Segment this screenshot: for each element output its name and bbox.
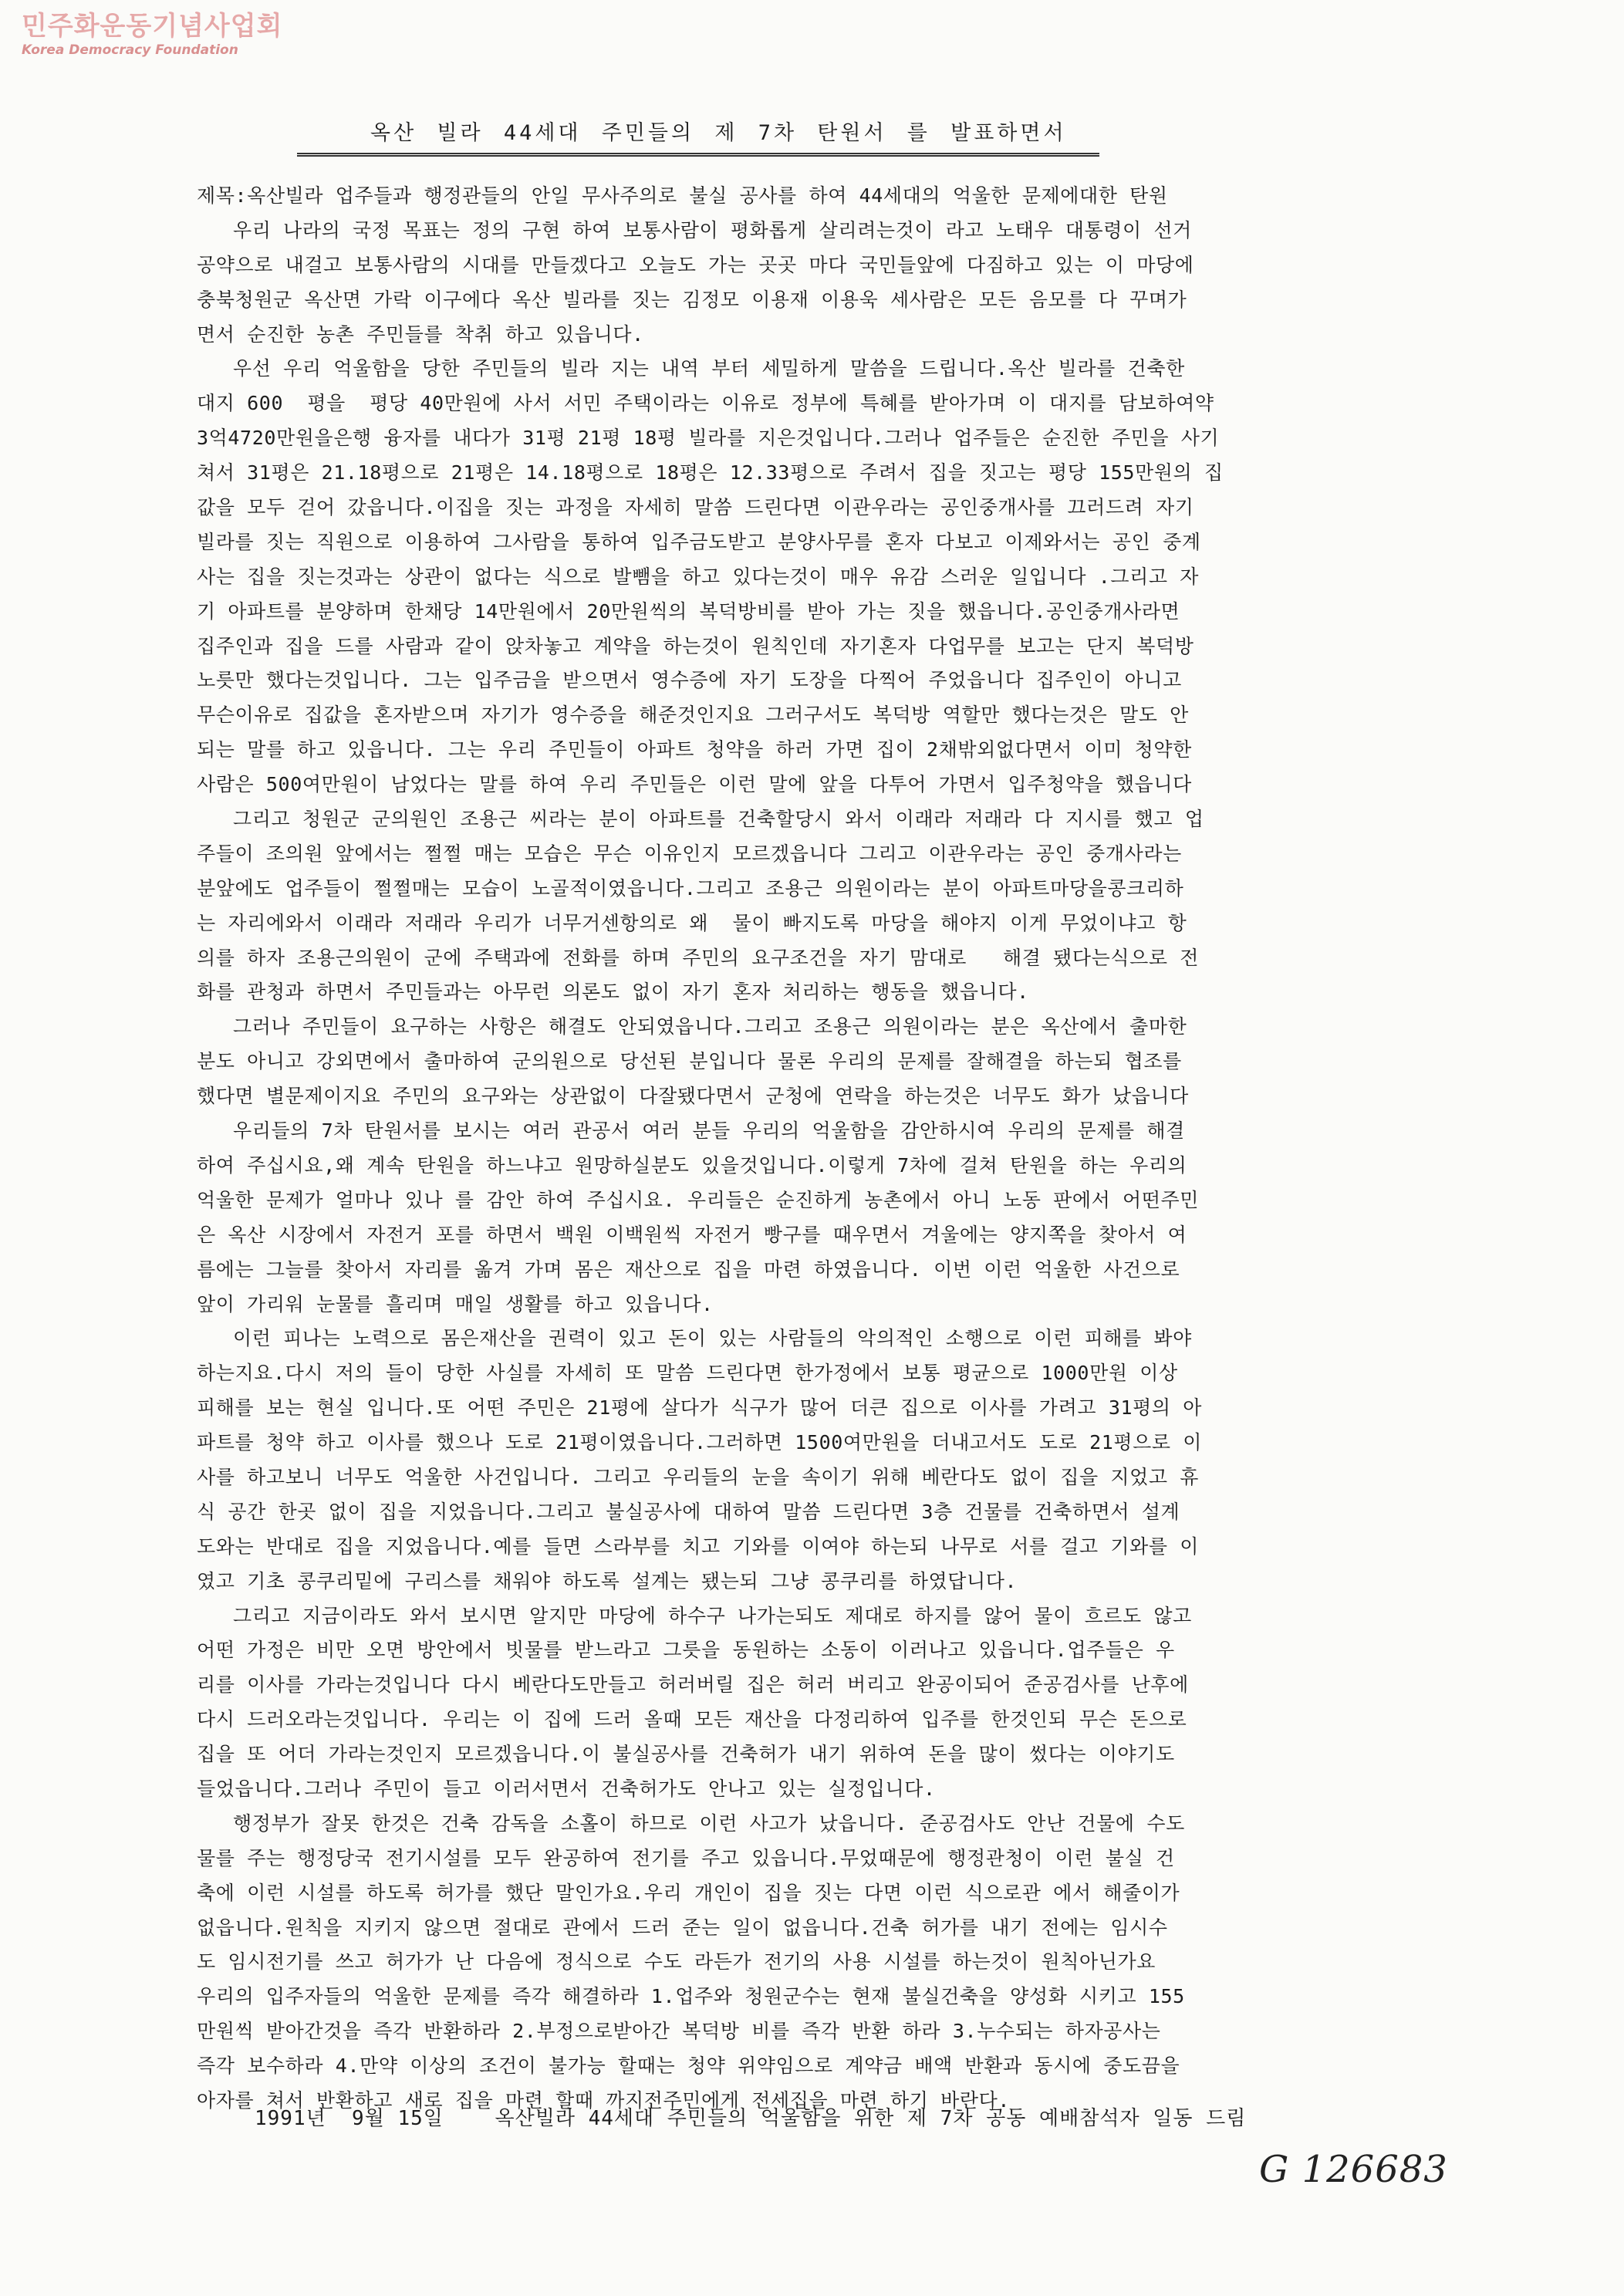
body-line: 3억4720만원을은행 융자를 내다가 31평 21평 18평 빌라를 지은것입니다.그러나 업주들은 순진한 주민을 사기 [197, 427, 1220, 450]
body-line: 물를 주는 행정당국 전기시설를 모두 완공하여 전기를 주고 있읍니다.무었때문에 행정관청이 이런 불실 건 [197, 1846, 1175, 1869]
logo-name-english: Korea Democracy Foundation [22, 42, 238, 58]
body-line: 제목:옥산빌라 업주들과 행정관들의 안일 무사주의로 불실 공사를 하여 44세대의 억울한 문제에대한 탄원 [197, 184, 1168, 207]
body-line: 만원씩 받아간것을 즉각 반환하라 2.부정으로받아간 복덕방 비를 즉각 반환 하라 3.누수되는 하자공사는 [197, 2020, 1161, 2043]
body-line: 파트를 청약 하고 이사를 했으나 도로 21평이였읍니다.그러하면 1500여만원을 더내고서도 도로 21평으로 이 [197, 1431, 1203, 1454]
body-line: 그리고 청원군 군의원인 조용근 씨라는 분이 아파트를 건축할당시 와서 이래라 저래라 다 지시를 했고 업 [197, 808, 1204, 831]
logo-name-korean: 민주화운동기념사업회 [22, 11, 283, 42]
body-line: 했다면 별문제이지요 주민의 요구와는 상관없이 다잘됐다면서 군청에 연락을 하는것은 너무도 화가 났읍니다 [197, 1085, 1189, 1108]
body-line: 기 아파트를 분양하며 한채당 14만원에서 20만원씩의 복덕방비를 받아 가는 짓을 했읍니다.공인중개사라면 [197, 599, 1180, 623]
body-line: 분도 아니고 강외면에서 출마하여 군의원으로 당선된 분입니다 물론 우리의 문제를 잘해결을 하는되 협조를 [197, 1050, 1182, 1073]
body-line: 는 자리에와서 이래라 저래라 우리가 너무거센항의로 왜 물이 빠지도록 마당을 해야지 이게 무었이냐고 항 [197, 911, 1187, 934]
body-line: 어떤 가정은 비만 오면 방안에서 빗물를 받느라고 그릇을 동원하는 소동이 이러나고 있읍니다.업주들은 우 [197, 1639, 1175, 1662]
body-line: 였고 기초 콩쿠리밑에 구리스를 채워야 하도록 설계는 됐는되 그냥 콩쿠리를 하였답니다. [197, 1569, 1018, 1592]
body-line: 름에는 그늘를 찾아서 자리를 옮겨 가며 몸은 재산으로 집을 마련 하였읍니다. 이번 이런 억울한 사건으로 [197, 1258, 1180, 1281]
body-line: 사람은 500여만원이 남었다는 말를 하여 우리 주민들은 이런 말에 앞을 다투어 가면서 입주청약을 했읍니다 [197, 773, 1192, 796]
body-line: 화를 관청과 하면서 주민들과는 아무런 의론도 없이 자기 혼자 처리하는 행동을 했읍니다. [197, 981, 1029, 1004]
document-footer: 1991년 9월 15일 옥산빌라 44세대 주민들의 억울함을 위한 제 7차 공동 예배참석자 일동 드림 [255, 2107, 1247, 2130]
body-line: 그러나 주민들이 요구하는 사항은 해결도 안되였읍니다.그리고 조용근 의원이라는 분은 옥산에서 출마한 [197, 1015, 1187, 1038]
body-line: 리를 이사를 가라는것입니다 다시 베란다도만들고 허러버릴 집은 허러 버리고 완공이되어 준공검사를 난후에 [197, 1673, 1189, 1697]
body-line: 도 임시전기를 쓰고 허가가 난 다음에 정식으로 수도 라든가 전기의 사용 시설를 하는것이 원칙아닌가요 [197, 1950, 1156, 1974]
body-line: 쳐서 31평은 21.18평으로 21평은 14.18평으로 18평은 12.33평으로 주려서 집을 짓고는 평당 155만원의 집 [197, 461, 1224, 485]
body-line: 값을 모두 걷어 갔읍니다.이집을 짓는 과정을 자세히 말씀 드린다면 이관우라는 공인중개사를 끄러드려 자기 [197, 496, 1194, 519]
body-line: 우리의 입주자들의 억울한 문제를 즉각 해결하라 1.업주와 청원군수는 현재 불실건축을 양성화 시키고 155 [197, 1985, 1185, 2008]
body-line: 분앞에도 업주들이 쩔쩔매는 모습이 노골적이였읍니다.그리고 조용근 의원이라는 분이 아파트마당을콩크리하 [197, 876, 1184, 900]
body-line: 충북청원군 옥산면 가락 이구에다 옥산 빌라를 짓는 김정모 이용재 이용욱 세사람은 모든 음모를 다 꾸며가 [197, 288, 1187, 311]
body-line: 없읍니다.원칙을 지키지 않으면 절대로 관에서 드러 준는 일이 없읍니다.건축 허가를 내기 전에는 임시수 [197, 1916, 1168, 1939]
body-line: 축에 이런 시설를 하도록 허가를 했단 말인가요.우리 개인이 집을 짓는 다면 이런 식으로관 에서 해줄이가 [197, 1881, 1180, 1904]
body-line: 사를 하고보니 너무도 억울한 사건입니다. 그리고 우리들의 눈을 속이기 위해 베란다도 없이 집을 지었고 휴 [197, 1465, 1200, 1488]
body-line: 집을 또 어더 가라는것인지 모르겠읍니다.이 불실공사를 건축허가 내기 위하여 돈을 많이 썼다는 이야기도 [197, 1743, 1175, 1766]
body-line: 되는 말를 하고 있읍니다. 그는 우리 주민들이 아파트 청약을 하러 가면 집이 2채밖외없다면서 이미 청약한 [197, 738, 1192, 761]
body-line: 노릇만 했다는것입니다. 그는 입주금을 받으면서 영수증에 자기 도장을 다찍어 주었읍니다 집주인이 아니고 [197, 669, 1182, 692]
body-line: 그리고 지금이라도 와서 보시면 알지만 마당에 하수구 나가는되도 제대로 하지를 않어 물이 흐르도 않고 [197, 1604, 1192, 1627]
body-line: 면서 순진한 농촌 주민들를 착취 하고 있읍니다. [197, 322, 644, 346]
body-line: 하는지요.다시 저의 들이 당한 사실를 자세히 또 말씀 드린다면 한가정에서 보통 평균으로 1000만원 이상 [197, 1362, 1178, 1385]
archive-number: G 126683 [1259, 2148, 1448, 2191]
body-line: 의를 하자 조용근의원이 군에 주택과에 전화를 하며 주민의 요구조건을 자기 맘대로 해결 됐다는식으로 전 [197, 946, 1200, 969]
body-line: 이런 피나는 노력으로 몸은재산을 권력이 있고 돈이 있는 사람들의 악의적인 소행으로 이런 피해를 봐야 [197, 1327, 1192, 1350]
body-line: 집주인과 집을 드를 사람과 같이 앉차놓고 계약을 하는것이 원칙인데 자기혼자 다업무를 보고는 단지 복덕방 [197, 634, 1194, 657]
body-line: 들었읍니다.그러나 주민이 들고 이러서면서 건축허가도 안나고 있는 실정입니다. [197, 1777, 936, 1800]
foundation-logo [22, 11, 284, 59]
document-body [197, 179, 1396, 2119]
body-line: 주들이 조의원 앞에서는 쩔쩔 매는 모습은 무슨 이유인지 모르겠읍니다 그리고 이관우라는 공인 중개사라는 [197, 842, 1182, 865]
body-line: 앞이 가리워 눈물를 흘리며 매일 생활를 하고 있읍니다. [197, 1292, 714, 1315]
body-line: 행정부가 잘못 한것은 건축 감독을 소홀이 하므로 이런 사고가 났읍니다. 준공검사도 안난 건물에 수도 [197, 1811, 1185, 1835]
body-line: 우리들의 7차 탄원서를 보시는 여러 관공서 여러 분들 우리의 억울함을 감안하시여 우리의 문제를 해결 [197, 1119, 1185, 1143]
body-line: 억울한 문제가 얼마나 있나 를 감안 하여 주십시요. 우리들은 순진하게 농촌에서 아니 노동 판에서 어떤주민 [197, 1188, 1200, 1211]
body-line: 피해를 보는 현실 입니다.또 어떤 주민은 21평에 살다가 식구가 많어 더큰 집으로 이사를 가려고 31평의 아 [197, 1396, 1203, 1420]
body-line: 우리 나라의 국정 목표는 정의 구현 하여 보통사람이 평화롭게 살리려는것이 라고 노태우 대통령이 선거 [197, 218, 1192, 241]
document-title: 옥산 빌라 44세대 주민들의 제 7차 탄원서 를 발표하면서 [370, 121, 1067, 145]
body-line: 도와는 반대로 집을 지었읍니다.예를 들면 스라부를 치고 기와를 이여야 하는되 나무로 서를 걸고 기와를 이 [197, 1535, 1200, 1558]
body-line: 은 옥산 시장에서 자전거 포를 하면서 백원 이백원씩 자전거 빵구를 때우면서 겨울에는 양지쪽을 찾아서 여 [197, 1223, 1187, 1246]
body-line: 즉각 보수하라 4.만약 이상의 조건이 불가능 할때는 청약 위약임으로 계약금 배액 반환과 동시에 중도끔을 [197, 2055, 1180, 2078]
body-line: 다시 드러오라는것입니다. 우리는 이 집에 드러 올때 모든 재산을 다정리하여 입주를 한것인되 무슨 돈으로 [197, 1708, 1187, 1731]
body-line: 무슨이유로 집값을 혼자받으며 자기가 영수증을 해준것인지요 그러구서도 복덕방 역할만 했다는것은 말도 안 [197, 704, 1189, 727]
body-line: 대지 600 평을 평당 40만원에 사서 서민 주택이라는 이유로 정부에 특혜를 받아가며 이 대지를 담보하여약 [197, 392, 1214, 415]
body-line: 공약으로 내걸고 보통사람의 시대를 만들겠다고 오늘도 가는 곳곳 마다 국민들앞에 다짐하고 있는 이 마당에 [197, 253, 1194, 276]
body-line: 사는 집을 짓는것과는 상관이 없다는 식으로 발뺌을 하고 있다는것이 매우 유감 스러운 일입니다 .그리고 자 [197, 565, 1200, 588]
body-line: 식 공간 한곳 없이 집을 지었읍니다.그리고 불실공사에 대하여 말씀 드린다면 3층 건물를 건축하면서 설계 [197, 1500, 1180, 1523]
body-line: 빌라를 짓는 직원으로 이용하여 그사람을 통하여 입주금도받고 분양사무를 혼자 다보고 이제와서는 공인 중계 [197, 530, 1201, 553]
body-line: 하여 주십시요,왜 계속 탄원을 하느냐고 원망하실분도 있을것입니다.이렇게 7차에 걸쳐 탄원을 하는 우리의 [197, 1153, 1187, 1177]
title-underline [297, 153, 1099, 157]
body-line: 우선 우리 억울함을 당한 주민들의 빌라 지는 내역 부터 세밀하게 말씀을 드립니다.옥산 빌라를 건축한 [197, 357, 1185, 380]
body-line: 아자를 쳐서 반환하고 새로 집을 마련 할때 까지전주민에게 전세집을 마련 하기 바란다. [197, 2088, 1011, 2112]
